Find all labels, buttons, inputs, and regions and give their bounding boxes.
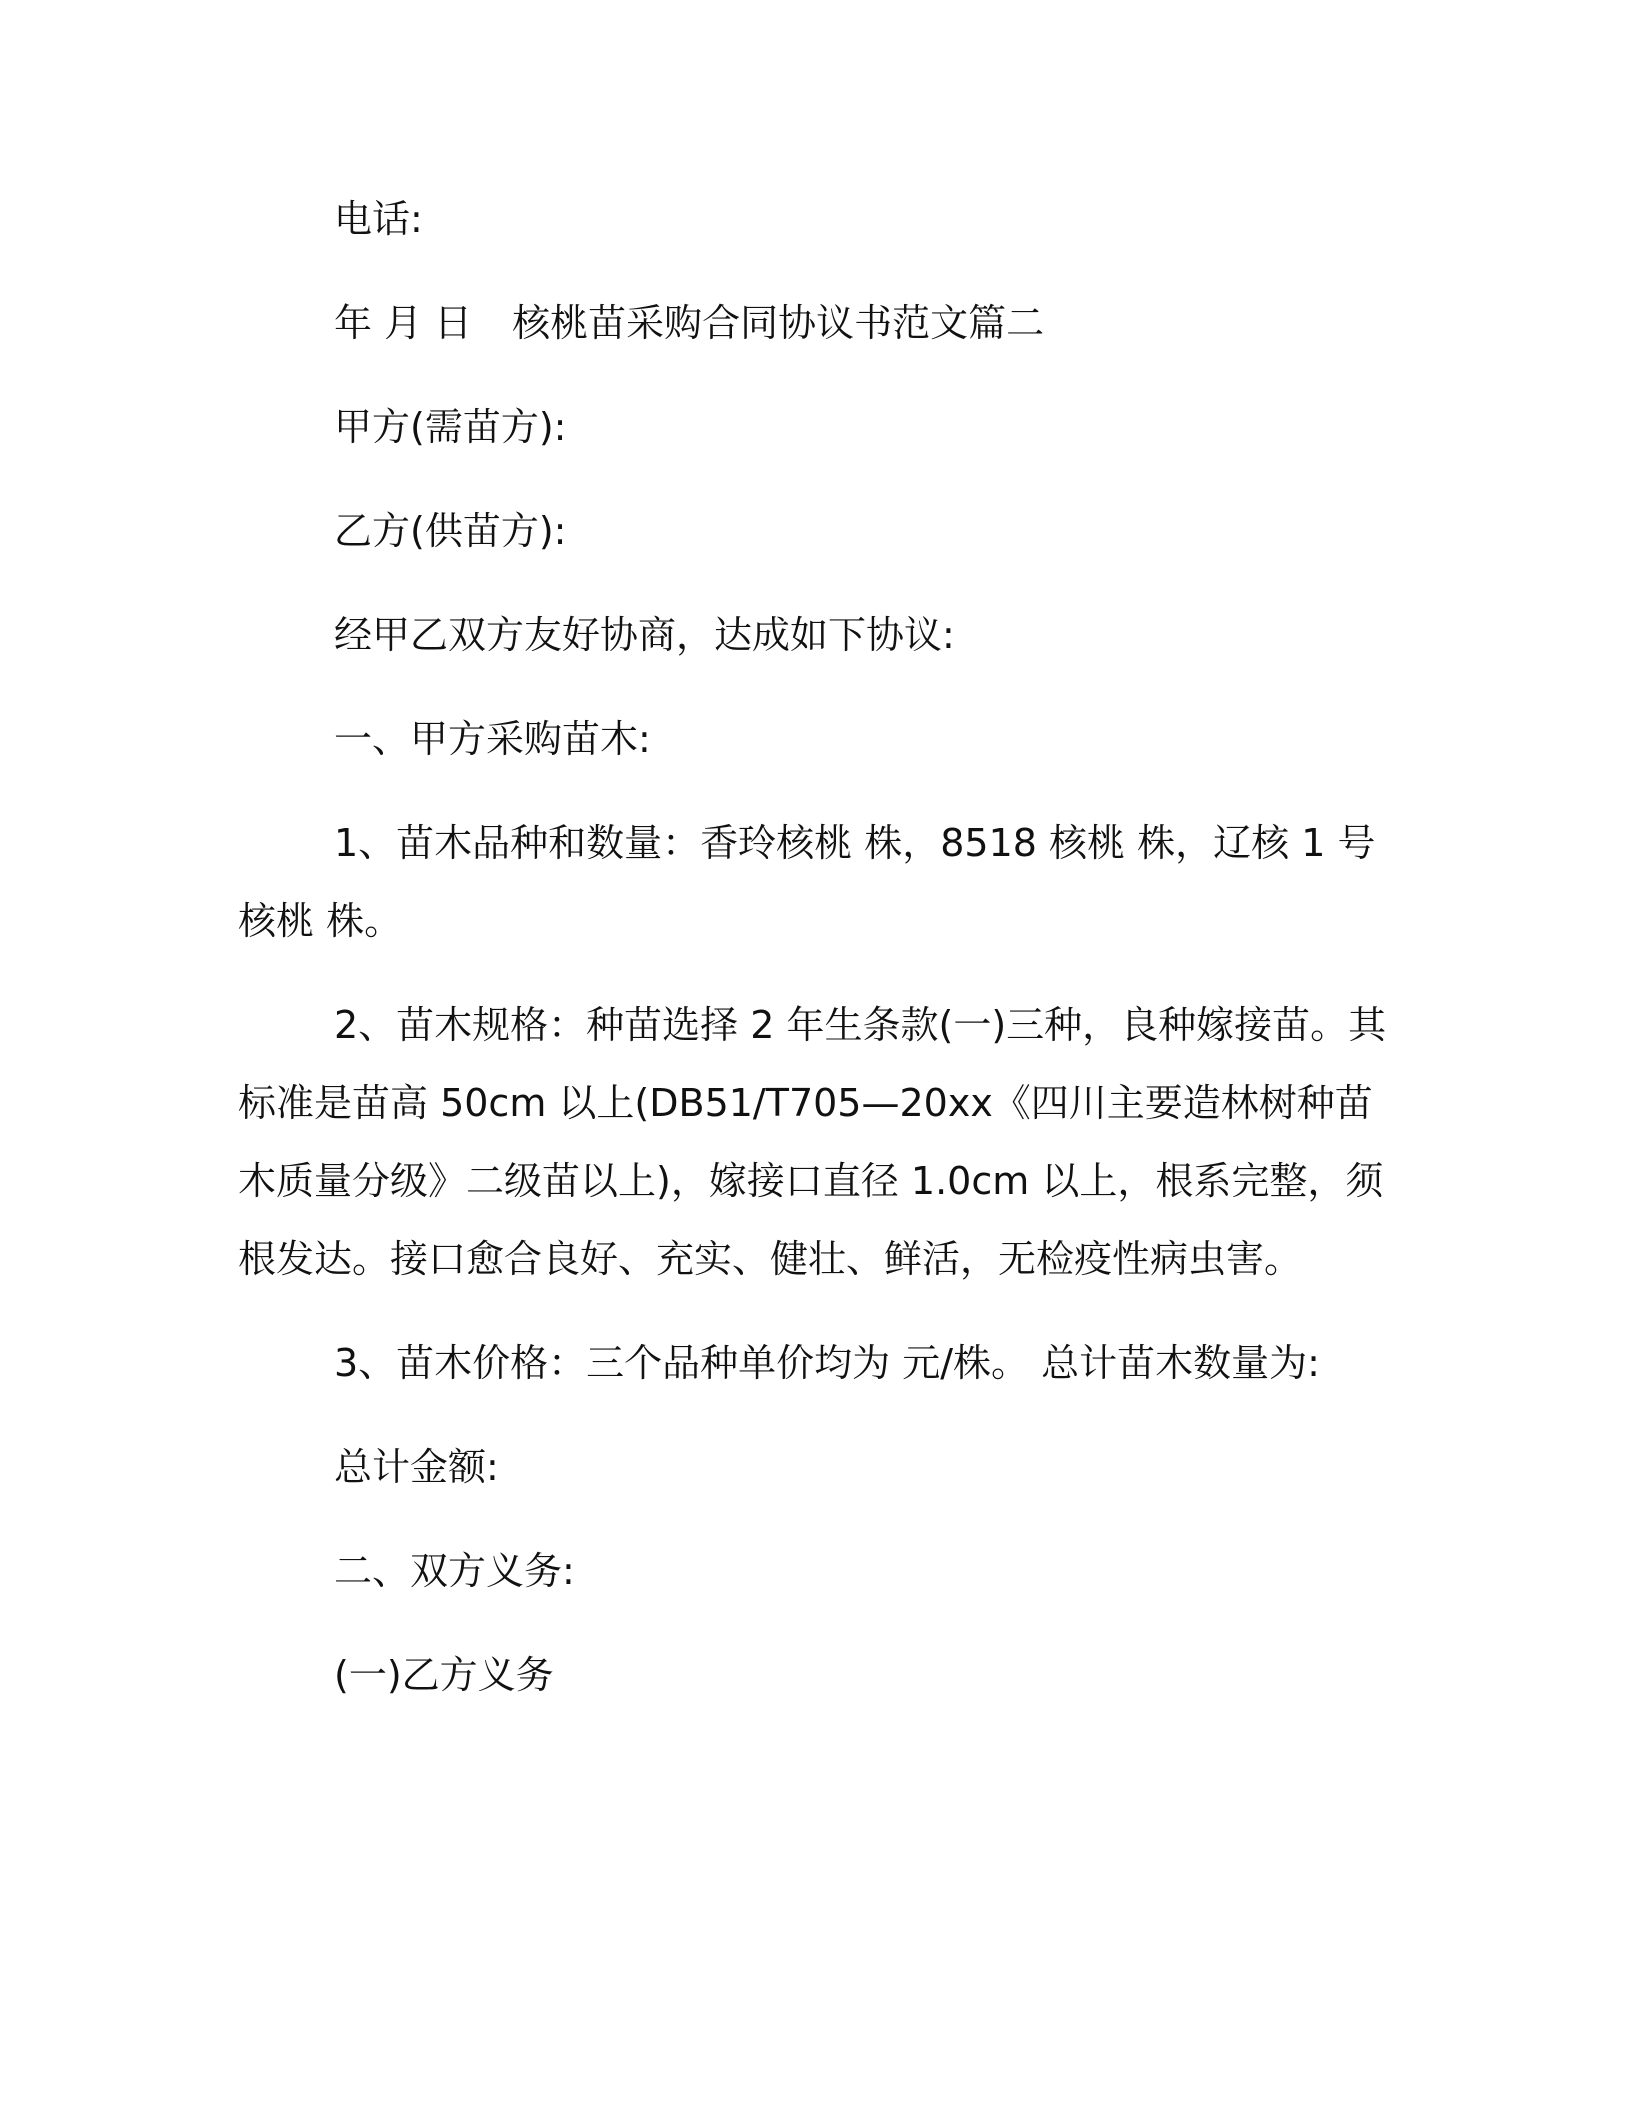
- section-two-heading: 二、双方义务:: [334, 1549, 575, 1593]
- agreement-intro: 经甲乙双方友好协商，达成如下协议:: [334, 613, 955, 657]
- party-b-line: 乙方(供苗方):: [334, 509, 567, 553]
- date-title-line: [238, 284, 1398, 362]
- total-amount-line: 总计金额:: [334, 1445, 499, 1489]
- date-line: 年 月 日: [334, 301, 473, 345]
- clause-price: 3、苗木价格：三个品种单价均为 元/株。 总计苗木数量为:: [334, 1341, 1320, 1385]
- document-title: 核桃苗采购合同协议书范文篇二: [512, 301, 1045, 345]
- clause-variety-quantity: 1、苗木品种和数量：香玲核桃 株，8518 核桃 株，辽核 1 号核桃 株。: [238, 821, 1376, 943]
- section-one-heading: 一、甲方采购苗木:: [334, 717, 651, 761]
- phone-line: 电话:: [334, 197, 423, 241]
- clause-specification: 2、苗木规格：种苗选择 2 年生条款(一)三种，良种嫁接苗。其标准是苗高 50cm 以上(DB51/T705—20xx《四川主要造林树种苗木质量分级》二级苗以上)，嫁接口直径 1.0cm 以上，根系完整，须根发达。接口愈合良好、充实、健壮、鲜活，无检疫性病虫害。: [238, 1003, 1387, 1281]
- party-b-obligations-heading: (一)乙方义务: [334, 1653, 554, 1697]
- document-body: [238, 180, 1398, 1714]
- party-a-line: 甲方(需苗方):: [334, 405, 567, 449]
